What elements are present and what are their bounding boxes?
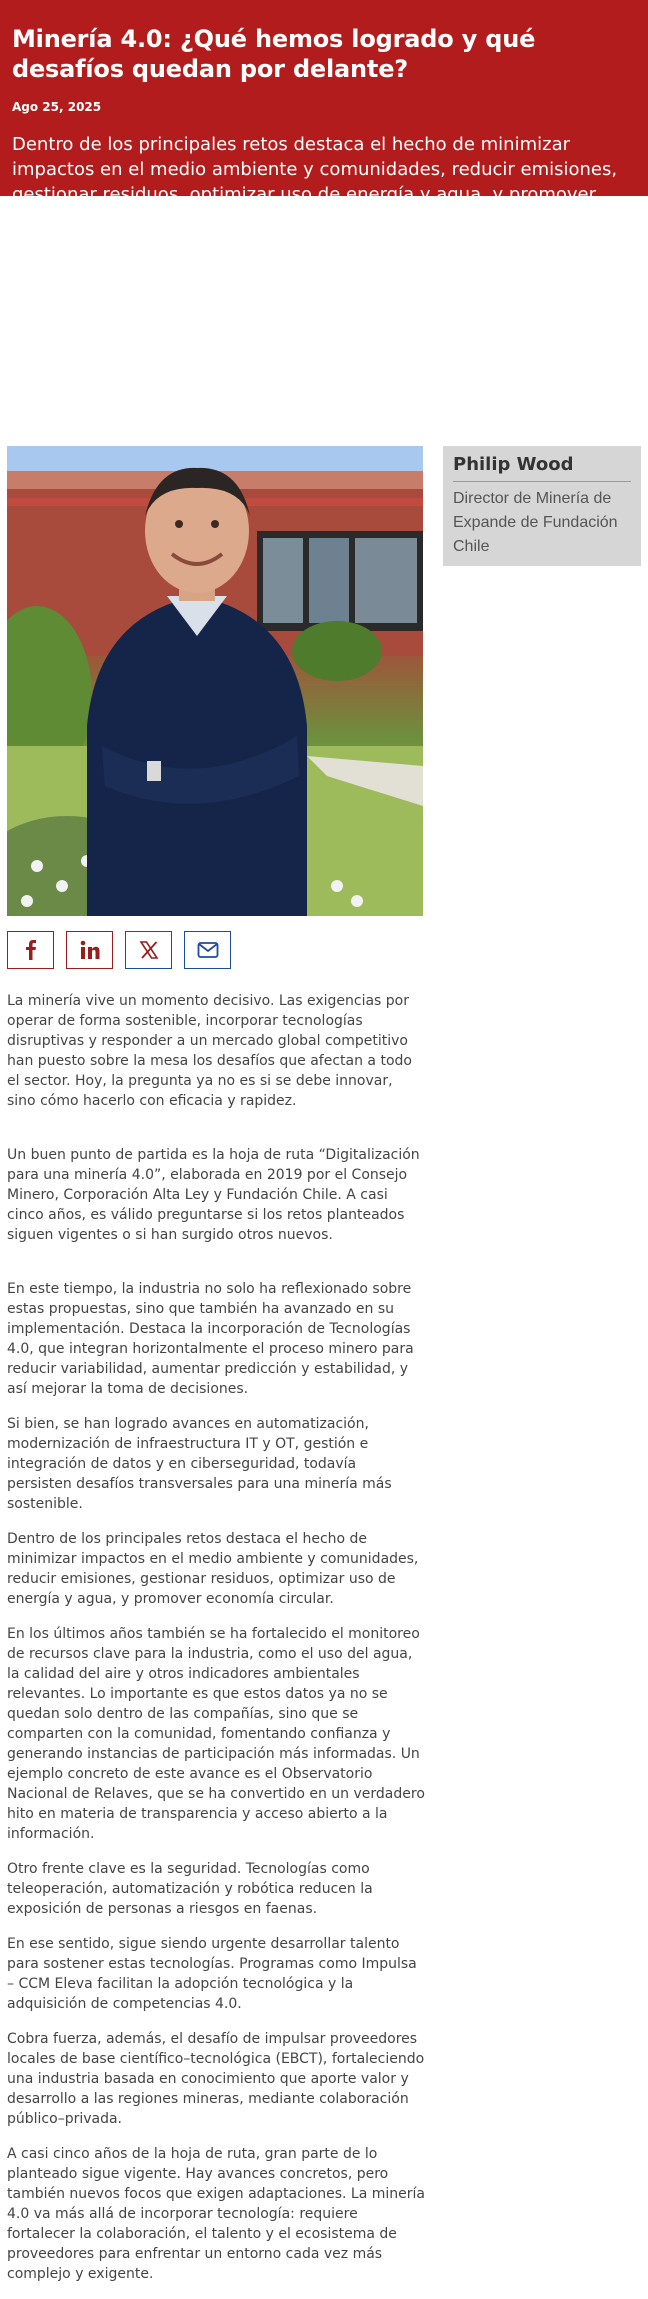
linkedin-icon (80, 940, 100, 960)
share-email-button[interactable] (184, 931, 231, 969)
article-paragraph: La minería vive un momento decisivo. Las exigencias por operar de forma sostenible, incorporar tecnologías disruptivas y responder a un mercado global competitivo han puesto sobre la mesa los desafíos que afectan a todo el sector. Hoy, la pregunta ya no es si se debe innovar, sino cómo hacerlo con eficacia y rapidez. (7, 993, 412, 1109)
article-lead: Dentro de los principales retos destaca el hecho de minimizar impactos en el medio ambiente y comunidades, reducir emisiones, gestionar residuos, optimizar uso de energía y agua, y promover economía circular. (12, 134, 618, 230)
share-facebook-button[interactable] (7, 931, 54, 969)
article-paragraph: Otro frente clave es la seguridad. Tecnologías como teleoperación, automatización y robótica reducen la exposición de personas a riesgos en faenas. (7, 1861, 373, 1917)
share-linkedin-button[interactable] (66, 931, 113, 969)
article-paragraph: Un buen punto de partida es la hoja de ruta “Digitalización para una minería 4.0”, elaborada en 2019 por el Consejo Minero, Corporación Alta Ley y Fundación Chile. A casi cinco años, es válido preguntarse si los retos planteados siguen vigentes o si han surgido otros nuevos. (7, 1147, 420, 1243)
article-paragraph: Cobra fuerza, además, el desafío de impulsar proveedores locales de base científico–tecnológica (EBCT), fortaleciendo una industria basada en conocimiento que aporte valor y desarrollo a las regiones mineras, mediante colaboración público–privada. (7, 2031, 425, 2127)
article-body-area (0, 196, 648, 2282)
author-photo (7, 446, 423, 916)
author-photo-illustration (7, 446, 423, 916)
share-x-button[interactable] (125, 931, 172, 969)
x-icon (139, 940, 159, 960)
article-title: Minería 4.0: ¿Qué hemos logrado y qué desafíos quedan por delante? (12, 25, 536, 83)
article-paragraph: A casi cinco años de la hoja de ruta, gran parte de lo planteado sigue vigente. Hay avances concretos, pero también nuevos focos que exigen adaptaciones. La minería 4.0 va más allá de incorporar tecnología: requiere fortalecer la colaboración, el talento y el ecosistema de proveedores para enfrentar un entorno cada vez más complejo y exigente. (7, 2146, 425, 2282)
article-header (0, 0, 648, 230)
article-paragraph: En los últimos años también se ha fortalecido el monitoreo de recursos clave para la industria, como el uso del agua, la calidad del aire y otros indicadores ambientales relevantes. Lo importante es que estos datos ya no se quedan solo dentro de las compañías, sino que se comparten con la comunidad, fomentando confianza y generando instancias de participación más informadas. Un ejemplo concreto de este avance es el Observatorio Nacional de Relaves, que se ha convertido en un verdadero hito en materia de transparencia y acceso abierto a la información. (7, 1626, 425, 1842)
article-date: Ago 25, 2025 (12, 100, 102, 114)
article-paragraph: En este tiempo, la industria no solo ha reflexionado sobre estas propuestas, sino que también ha avanzado en su implementación. Destaca la incorporación de Tecnologías 4.0, que integran horizontalmente el proceso minero para reducir variabilidad, aumentar predicción y estabilidad, y así mejorar la toma de decisiones. (7, 1281, 414, 1397)
article-paragraph: En ese sentido, sigue siendo urgente desarrollar talento para sostener estas tecnologías. Programas como Impulsa – CCM Eleva facilitan la adopción tecnológica y la adquisición de competencias 4.0. (7, 1936, 417, 2012)
author-name: Philip Wood (453, 454, 631, 482)
article-paragraph: Dentro de los principales retos destaca el hecho de minimizar impactos en el medio ambiente y comunidades, reducir emisiones, gestionar residuos, optimizar uso de energía y agua, y promover economía circular. (7, 1531, 419, 1607)
article-text (7, 991, 425, 2299)
author-card (443, 446, 641, 566)
share-bar (7, 931, 231, 969)
article-paragraph: Si bien, se han logrado avances en automatización, modernización de infraestructura IT y OT, gestión e integración de datos y en ciberseguridad, todavía persisten desafíos transversales para una minería más sostenible. (7, 1416, 392, 1512)
author-role: Director de Minería de Expande de Fundación Chile (453, 490, 618, 555)
facebook-icon (22, 940, 40, 960)
email-icon (197, 941, 219, 959)
